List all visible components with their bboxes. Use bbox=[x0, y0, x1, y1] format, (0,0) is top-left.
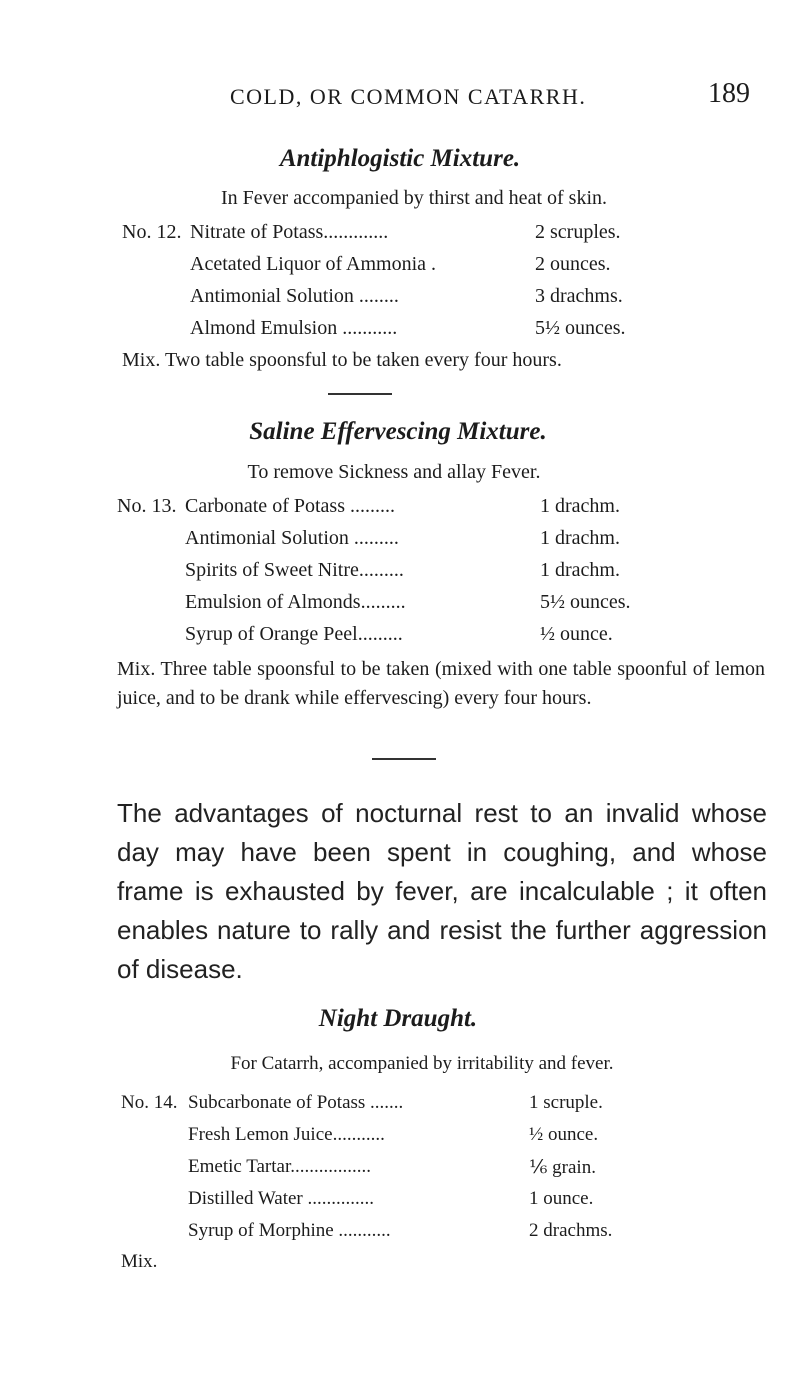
night-draught-title: Night Draught. bbox=[318, 1005, 478, 1032]
ingredient-row bbox=[0, 285, 800, 311]
ingredient-row bbox=[0, 1220, 800, 1246]
ingredient-quantity: 1 drachm. bbox=[540, 527, 620, 549]
ingredient-name: Distilled Water .............. bbox=[188, 1188, 374, 1209]
antiphlogistic-title: Antiphlogistic Mixture. bbox=[279, 145, 521, 172]
ingredient-name: Antimonial Solution ........ bbox=[190, 285, 399, 307]
ingredient-name: Emulsion of Almonds......... bbox=[185, 591, 406, 613]
ingredient-row bbox=[0, 559, 800, 585]
ingredient-quantity: ½ ounce. bbox=[540, 623, 613, 645]
ingredient-name: Nitrate of Potass............. bbox=[190, 221, 389, 243]
ingredient-name: Antimonial Solution ......... bbox=[185, 527, 399, 549]
mix-instructions: Mix. Three table spoonsful to be taken (mixed with one table spoonful of lemon juice, and to be drank while effervescing) every four hours. bbox=[117, 658, 765, 709]
mix-instructions: Mix. bbox=[121, 1251, 158, 1272]
ingredient-quantity: 2 scruples. bbox=[535, 221, 621, 243]
body-paragraph: The advantages of nocturnal rest to an invalid whose day may have been spent in coughing, and whose frame is exhausted by fever, are incalculable ; it often enables nature to rally and resist the further aggression of disease. bbox=[117, 798, 767, 984]
ingredient-quantity: 3 drachms. bbox=[535, 285, 623, 307]
saline-title: Saline Effervescing Mixture. bbox=[249, 418, 547, 445]
ingredient-name: Subcarbonate of Potass ....... bbox=[188, 1092, 404, 1113]
mix-instructions: Mix. Two table spoonsful to be taken every four hours. bbox=[122, 349, 562, 371]
ingredient-row bbox=[0, 1124, 800, 1150]
ingredient-row bbox=[0, 317, 800, 343]
night-draught-subtitle: For Catarrh, accompanied by irritability and fever. bbox=[230, 1053, 614, 1074]
ingredient-name: Carbonate of Potass ......... bbox=[185, 495, 395, 517]
prescription-number: No. 14. bbox=[121, 1092, 178, 1113]
ingredient-quantity: 2 drachms. bbox=[529, 1220, 613, 1241]
ingredient-quantity: 1 drachm. bbox=[540, 559, 620, 581]
ingredient-row bbox=[0, 1188, 800, 1214]
ingredient-quantity: 1 scruple. bbox=[529, 1092, 603, 1113]
antiphlogistic-subtitle: In Fever accompanied by thirst and heat of skin. bbox=[221, 187, 607, 209]
ingredient-quantity: 5½ ounces. bbox=[540, 591, 631, 613]
ingredient-row bbox=[0, 221, 800, 247]
ingredient-row bbox=[0, 495, 800, 521]
ingredient-quantity: 1 ounce. bbox=[529, 1188, 594, 1209]
saline-subtitle: To remove Sickness and allay Fever. bbox=[247, 461, 541, 483]
prescription-number: No. 12. bbox=[122, 221, 182, 243]
ingredient-row bbox=[0, 527, 800, 553]
running-head bbox=[230, 78, 750, 110]
section-divider bbox=[372, 758, 436, 760]
ingredient-quantity: 1 drachm. bbox=[540, 495, 620, 517]
page-number: 189 bbox=[708, 78, 750, 109]
ingredient-name: Emetic Tartar................. bbox=[188, 1156, 371, 1177]
ingredient-row bbox=[0, 623, 800, 649]
ingredient-row bbox=[0, 253, 800, 279]
ingredient-row bbox=[0, 1092, 800, 1118]
ingredient-row bbox=[0, 591, 800, 617]
ingredient-quantity: 2 ounces. bbox=[535, 253, 611, 275]
running-title: COLD, OR COMMON CATARRH. bbox=[230, 84, 587, 109]
ingredient-name: Syrup of Morphine ........... bbox=[188, 1220, 391, 1241]
ingredient-name: Spirits of Sweet Nitre......... bbox=[185, 559, 404, 581]
ingredient-row bbox=[0, 1156, 800, 1182]
prescription-number: No. 13. bbox=[117, 495, 177, 517]
ingredient-name: Acetated Liquor of Ammonia . bbox=[190, 253, 437, 275]
ingredient-quantity: ½ ounce. bbox=[529, 1124, 599, 1145]
ingredient-name: Syrup of Orange Peel......... bbox=[185, 623, 403, 645]
ingredient-quantity: 5½ ounces. bbox=[535, 317, 626, 339]
section-divider bbox=[328, 393, 392, 395]
ingredient-name: Fresh Lemon Juice........... bbox=[188, 1124, 385, 1145]
ingredient-name: Almond Emulsion ........... bbox=[190, 317, 398, 339]
ingredient-quantity: ⅙ grain. bbox=[529, 1157, 596, 1178]
